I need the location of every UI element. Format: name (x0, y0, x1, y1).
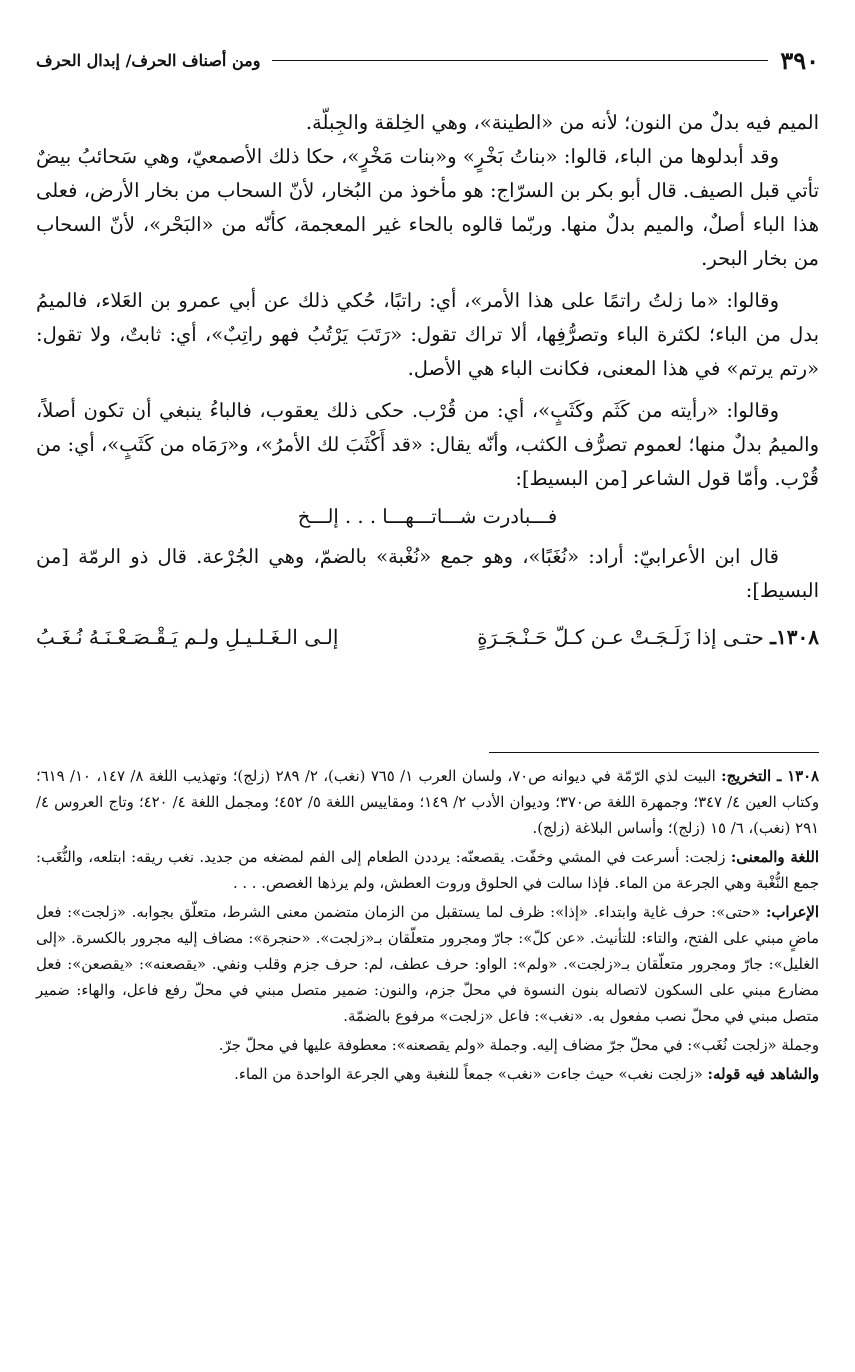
footnote-separator (489, 752, 819, 753)
footnote-irab (36, 900, 819, 1030)
verse-number: ١٣٠٨ـ (770, 625, 819, 649)
main-text (36, 106, 819, 654)
paragraph-5: قال ابن الأعرابيّ: أراد: «نُغَبًا»، وهو جمع «نُغْبة» بالضمّ، وهي الجُرْعة. قال ذو الرمّة [من البسيط]: (36, 545, 819, 602)
header-rule (272, 60, 768, 61)
takhrij-label: ١٣٠٨ ـ التخريج: (721, 768, 819, 785)
paragraph-3: وقالوا: «ما زلتُ راتمًا على هذا الأمر»، أي: راتبًا، حُكي ذلك عن أبي عمرو بن العَلاء، فالميمُ بدل من الباء؛ لكثرة الباء وتصرُّفِها، ألا تراك تقول: «رَتَبَ يَرْتُبُ فهو راتِبٌ»، أي: ثابتٌ، ولا تقول: «رتم يرتم» في هذا المعنى، فكانت الباء هي الأصل. (36, 289, 819, 380)
paragraph-1: الميم فيه بدلٌ من النون؛ لأنه من «الطينة»، وهي الخِلقة والجِبلّة. (305, 111, 819, 134)
footnote-jumla: وجملة «زلجت نُغَب»: في محلّ جرّ مضاف إليه. وجملة «ولم يقصعنه»: معطوفة عليها في محلّ جرّ. (218, 1037, 819, 1054)
verse-fragment: فـــبادرت شـــاتـــهـــا . . . إلـــخ (297, 505, 558, 528)
irab-label: الإعراب: (765, 904, 819, 921)
page-header (36, 44, 819, 76)
shahid-label: والشاهد فيه قوله: (707, 1066, 819, 1083)
footnote-lugha (36, 845, 819, 897)
running-title: ومن أصناف الحرف/ إبدال الحرف (36, 50, 261, 70)
poem-verse (36, 620, 819, 654)
irab-text: «حتى»: حرف غاية وابتداء. «إذا»: ظرف لما يستقبل من الزمان متضمن معنى الشرط، متعلّق بجوابه. «زلجت»: فعل ماضٍ مبني على الفتح، والتاء: للتأنيث. «عن كلّ»: جارّ ومجرور متعلّقان بـ«زلجت». «حنجرة»: مضاف إليه مجرور بالكسرة. «إلى الغليل»: جارّ ومجرور متعلّقان بـ«زلجت». «ولم»: الواو: حرف عطف، لم: حرف جزم وقلب ونفي. «يقصعنه»: «يقصعن»: فعل مضارع مبني على السكون لاتصاله بنون النسوة في محلّ جزم، والنون: ضمير متصل مبني في محلّ رفع فاعل، والهاء: ضمير متصل مبني في محلّ نصب مفعول به. «نغب»: فاعل «زلجت» مرفوع بالضمّة. (36, 904, 819, 1025)
verse-first-hemistich: حتـى إذا زَلَـجَـتْ عـن كـلّ حَـنْـجَـرَةٍ (477, 625, 764, 649)
verse-second-hemistich: إلـى الـغَـلـيـلِ ولـم يَـقْـصَـعْـنَـهُ نُـغَـبُ (36, 625, 339, 649)
paragraph-4: وقالوا: «رأيته من كَثَم وكَثَبٍ»، أي: من قُرْب. حكى ذلك يعقوب، فالباءُ ينبغي أن تكون أصلاً، والميمُ بدلٌ منها؛ لعموم تصرُّف الكثب، وأنّه يقال: «قد أَكْثَبَ لك الأمرُ»، و«رَمَاه من كَثَبٍ»، أي: من قُرْب. وأمّا قول الشاعر [من البسيط]: (36, 399, 819, 490)
shahid-text: «زلجت نغب» حيث جاءت «نغب» جمعاً للنغبة وهي الجرعة الواحدة من الماء. (234, 1066, 703, 1083)
footnote-takhrij (36, 764, 819, 842)
footnote-shahid (36, 1062, 819, 1088)
lugha-label: اللغة والمعنى: (730, 849, 819, 866)
takhrij-text: البيت لذي الرّمّة في ديوانه ص٧٠، ولسان العرب ١/ ٧٦٥ (نغب)، ٢/ ٢٨٩ (زلج)؛ وتهذيب اللغة ٨/ ١٤٧، ١٠/ ٦١٩؛ وكتاب العين ٤/ ٣٤٧؛ وجمهرة اللغة ص٣٧٠؛ وديوان الأدب ٢/ ١٤٩؛ ومقاييس اللغة ٥/ ٤٥٢؛ ومجمل اللغة ٤/ ٤٢٠؛ وتاج العروس ٤/ ٢٩١ (نغب)، ٦/ ١٥ (زلج)؛ وأساس البلاغة (زلج). (36, 768, 819, 837)
verse-first-half (477, 620, 819, 654)
footnotes (36, 764, 819, 1091)
page-number: ٣٩٠ (780, 45, 819, 75)
paragraph-2: وقد أبدلوها من الباء، قالوا: «بناتُ بَخْرٍ» و«بنات مَخْرٍ»، حكا ذلك الأصمعيّ، وهي سَحائبُ بيضٌ تأتي قبل الصيف. قال أبو بكر بن السرّاج: هو مأخوذ من البُخار، لأنّ السحاب من بخار الأرض، فعلى هذا الباء أصلٌ، والميم بدلٌ منها. وربّما قالوه بالحاء غير المعجمة، كأنّه من «البَحْر»، لأنّ السحاب من بخار البحر. (36, 145, 819, 270)
lugha-text: زلجت: أسرعت في المشي وخفّت. يقصعنّه: يرددن الطعام إلى الفم لمضغه من جديد. نغب ريقه: ابتلعه، والنُّغَب: جمع النُّغْبة وهي الجرعة من الماء. فإذا سالت في الحلوق وروت العطش، ولم يرذها الغصص. . . . (36, 849, 819, 892)
